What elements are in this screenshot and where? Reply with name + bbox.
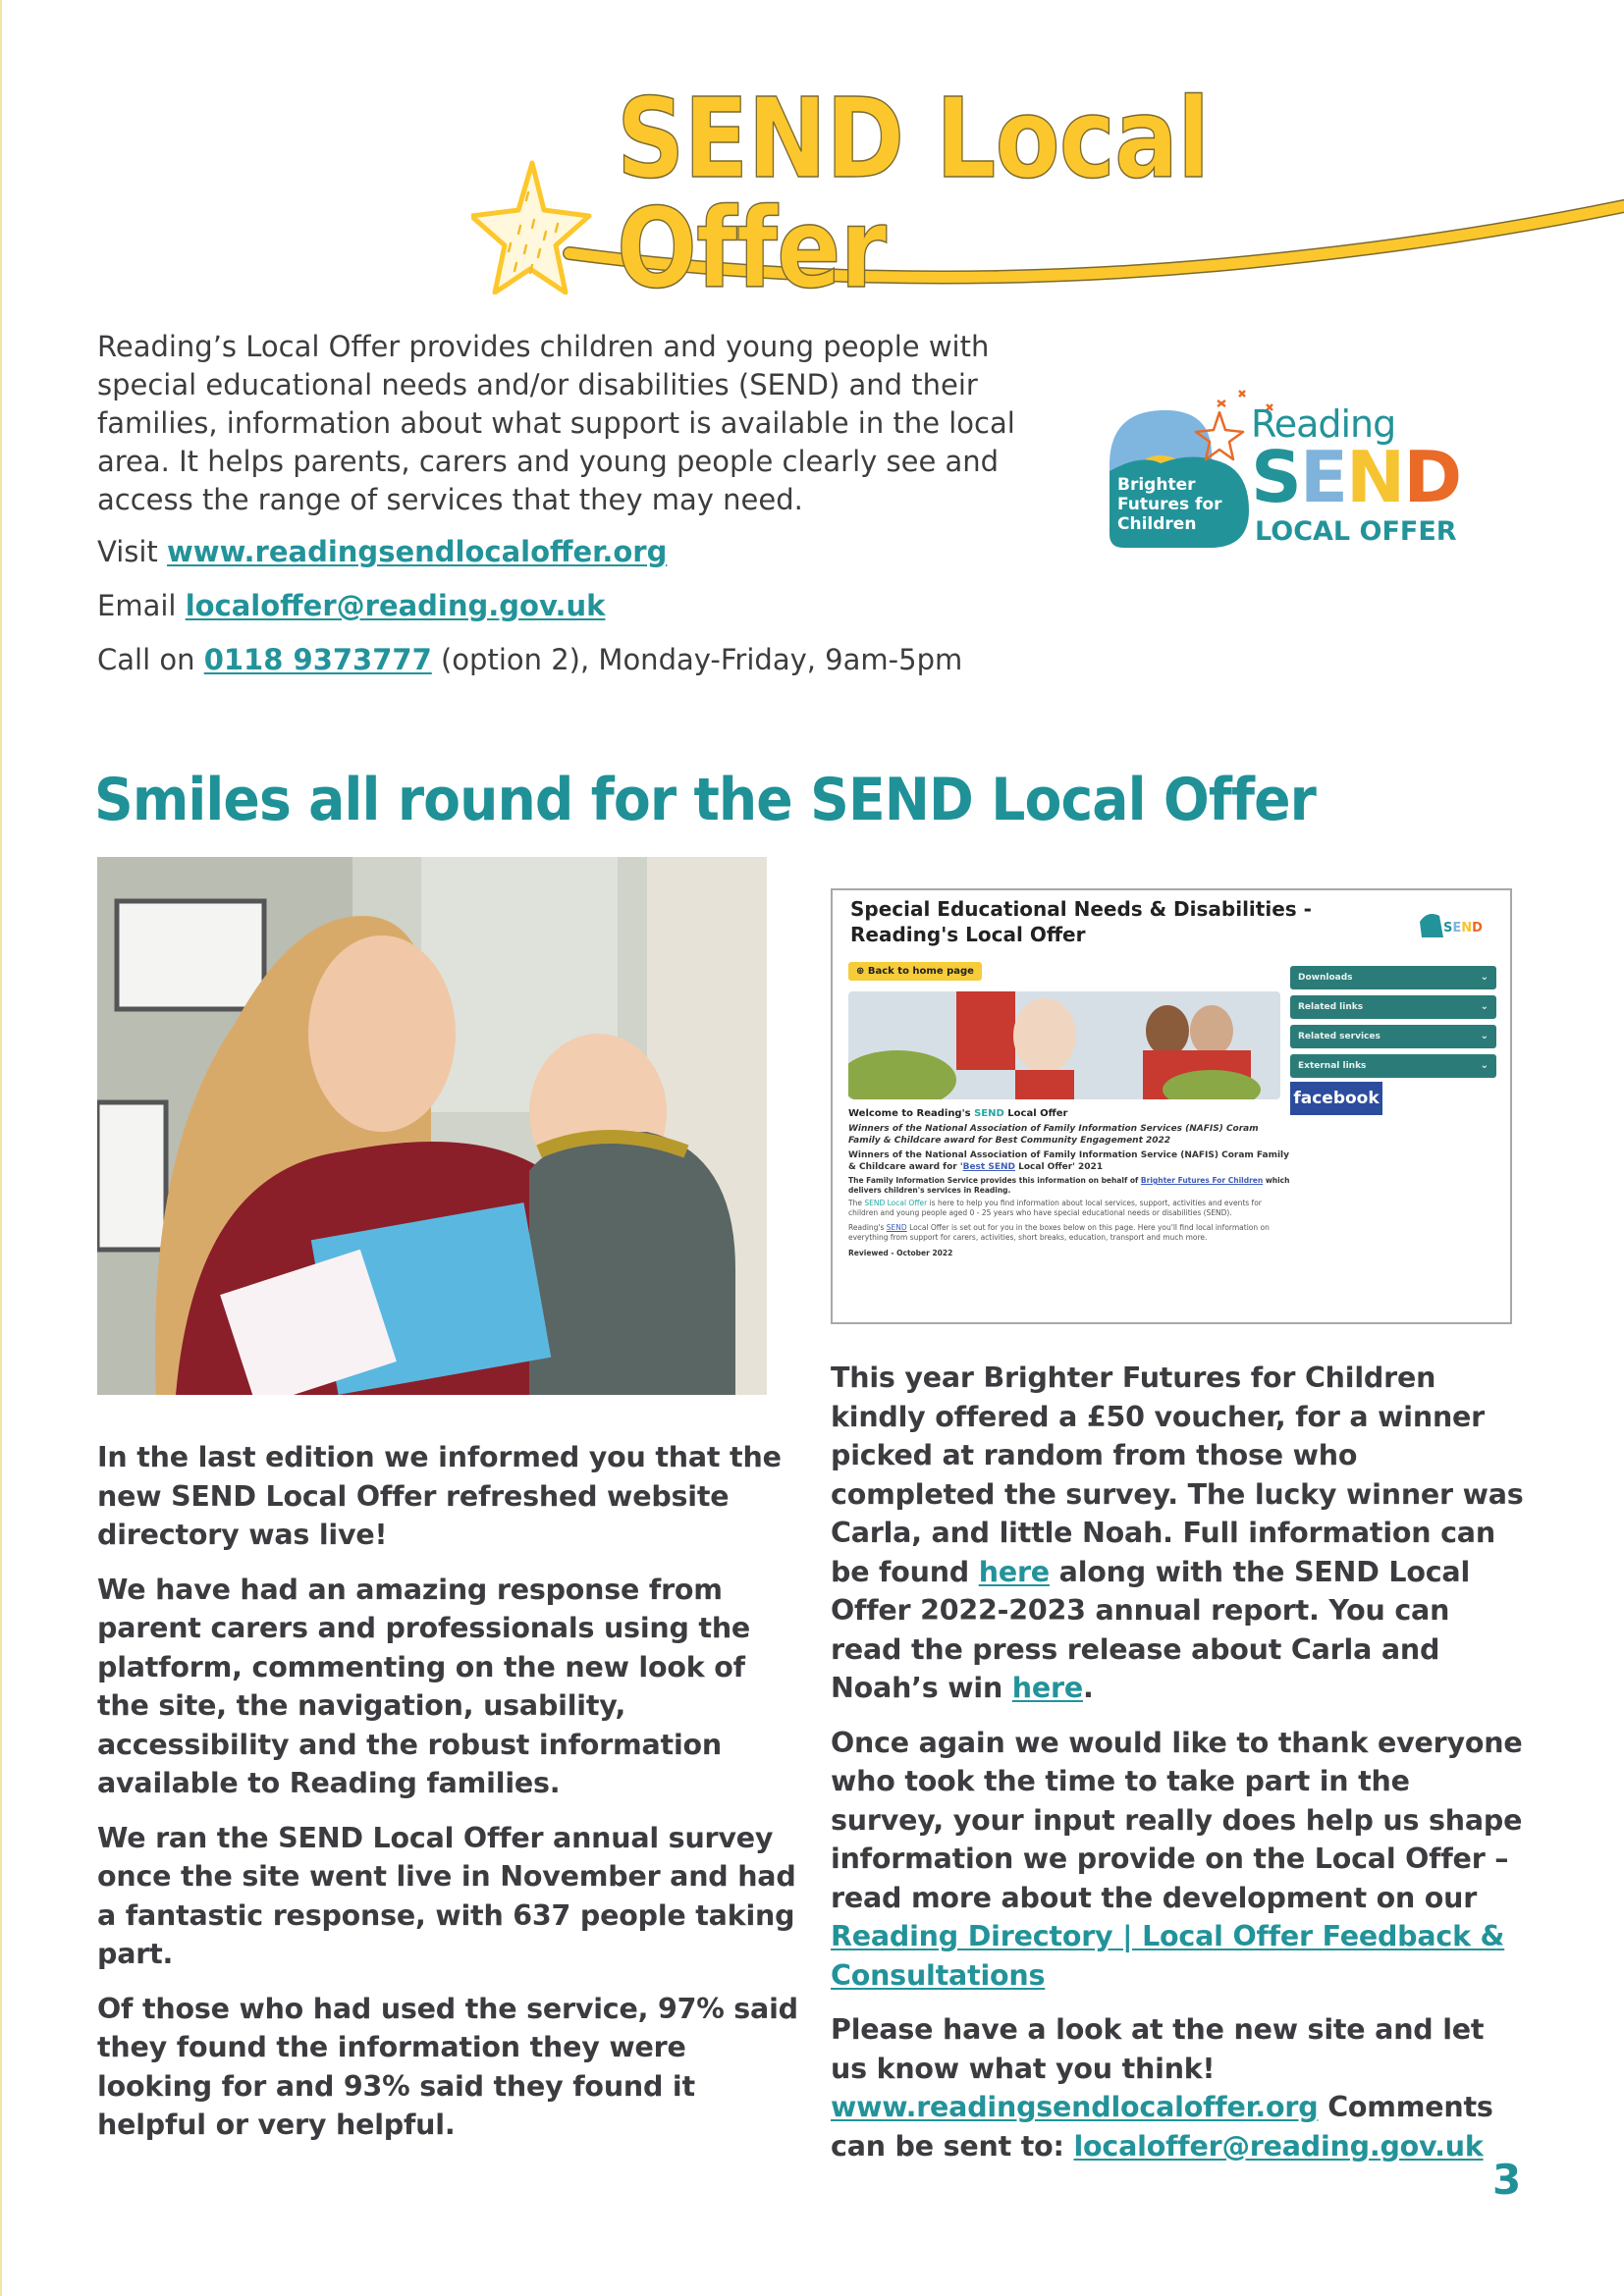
left-paragraph-2: We have had an amazing response from parent carers and professionals using the platform, commenting on the new look of the site, the navigation, usability, accessibility and the robust information available to Reading families. [97,1573,751,1799]
email-line [97,587,1040,625]
phone-link[interactable]: 0118 9373777 [203,643,432,676]
left-paragraph-1: In the last edition we informed you that the new SEND Local Offer refreshed website directory was live! [97,1441,782,1551]
reading-send-local-offer-logo [1102,373,1475,560]
site-fis-text: The Family Information Service provides this information on behalf of Brighter Futures For Children which delivers children's services in Reading. [848,1176,1290,1195]
full-info-here-link[interactable]: here [978,1555,1050,1588]
visit-label: Visit [97,535,158,568]
accordion-downloads[interactable]: Downloads ⌄ [1290,966,1496,989]
right-paragraph-1: This year Brighter Futures for Children kindly offered a £50 voucher, for a winner picked at random from those who completed the survey. The lucky winner was Carla, and little Noah. Full information can be found here along with the SEND Local Offer 2022-2023 annual report. You can read the press release about Carla and Noah’s win here. [831,1362,1524,1704]
intro-paragraph: Reading’s Local Offer provides children and young people with special educational needs and/or disabilities (SEND) and their families, information about what support is available in the local area. It helps parents, carers and young people clearly see and access the range of services that they may need. [97,330,1015,516]
back-to-home-button[interactable] [848,962,982,981]
site-reviewed-date: Reviewed - October 2022 [848,1249,953,1257]
right-column [831,1359,1528,2181]
section-heading: Smiles all round for the SEND Local Offer [94,766,1316,834]
photo-mother-and-child [97,857,767,1395]
chevron-down-icon: ⌄ [1480,1060,1489,1071]
website-link[interactable]: www.readingsendlocaloffer.org [167,535,668,568]
page-title: SEND Local Offer [617,76,1210,313]
site-mini-logo [1418,908,1487,943]
logo-script-word: Reading [1251,402,1396,446]
page-number: 3 [1492,2156,1522,2204]
call-label: Call on [97,643,195,676]
comments-email-link[interactable]: localoffer@reading.gov.uk [1073,2129,1484,2163]
logo-subtitle: LOCAL OFFER [1255,516,1457,547]
right-paragraph-2: Once again we would like to thank everyone who took the time to take part in the survey, your input really does help us shape information we provide on the Local Offer – read more about the development on our Reading Directory | Local Offer Feedback & Consultations [831,1726,1523,1992]
chevron-down-icon: ⌄ [1480,972,1489,983]
accordion-external-links[interactable]: External links ⌄ [1290,1054,1496,1078]
site-award-2022: Winners of the National Association of Family Information Services (NAFIS) Coram Family & Childcare award for Best Community Engagement 2022 [848,1124,1259,1146]
chevron-down-icon: ⌄ [1480,1031,1489,1041]
accordion-related-services[interactable]: Related services ⌄ [1290,1025,1496,1048]
call-hours: (option 2), Monday-Friday, 9am-5pm [440,643,963,676]
email-link[interactable]: localoffer@reading.gov.uk [185,589,606,622]
site-title: Special Educational Needs & Disabilities - Reading's Local Offer [850,897,1312,946]
logo-org-name: Brighter Futures for Children [1117,475,1222,534]
email-label: Email [97,589,177,622]
photo-illustration [97,857,767,1395]
feedback-consultations-link[interactable]: Reading Directory | Local Offer Feedback & Consultations [831,1920,1505,1992]
back-button-label: Back to home page [867,966,974,977]
site-boxes-text: Reading's SEND Local Offer is set out for you in the boxes below on this page. Here you'll find local information on everything from support for carers, activities, short breaks, education, transport and much more. [848,1223,1270,1242]
chevron-down-icon: ⌄ [1480,1001,1489,1012]
page-edge-rule [0,0,2,2296]
send-link[interactable]: SEND [886,1223,907,1232]
accordion-related-links[interactable]: Related links ⌄ [1290,995,1496,1019]
right-paragraph-3: Please have a look at the new site and let us know what you think! www.readingsendlocaloffer.org Comments can be sent to: localoffer@reading.gov.uk [831,2013,1493,2163]
visit-line [97,533,1040,571]
new-site-link[interactable]: www.readingsendlocaloffer.org [831,2091,1319,2123]
back-arrow-icon: ⊕ [856,966,868,977]
website-screenshot [831,888,1512,1324]
send-local-offer-link[interactable]: SEND Local Offer [864,1199,928,1207]
press-release-here-link[interactable]: here [1011,1672,1083,1704]
site-award-2021: Winners of the National Association of Family Information Service (NAFIS) Coram Family & Childcare award for 'Best SEND Local Offer' 2021 [848,1150,1290,1172]
star-icon [471,163,589,293]
left-paragraph-4: Of those who had used the service, 97% said they found the information they were looking for and 93% said they found it helpful or very helpful. [97,1992,798,2141]
site-banner-illustration [848,991,1280,1099]
site-banner-photo [848,991,1280,1099]
site-mini-logo-icon [1418,908,1487,943]
bffc-link[interactable]: Brighter Futures For Children [1140,1176,1264,1185]
intro-section [97,328,1040,695]
left-column [97,1438,804,2161]
left-paragraph-3: We ran the SEND Local Offer annual survey once the site went live in November and had a fantastic response, with 637 people taking part. [97,1821,796,1970]
call-line [97,641,1040,679]
best-send-link[interactable]: Best SEND [962,1162,1015,1172]
svg-text:SEND: SEND [1443,921,1483,935]
site-body [848,1108,1290,1262]
site-about-text: The SEND Local Offer is here to help you find information about local services, support, activities and events for children and young people aged 0 - 25 years who have special educational needs or disabilities (SEND). [848,1199,1262,1217]
site-welcome-heading: Welcome to Reading's SEND Local Offer [848,1108,1068,1119]
facebook-button[interactable]: facebook [1290,1082,1382,1115]
logo-send-word: SEND [1251,436,1461,518]
